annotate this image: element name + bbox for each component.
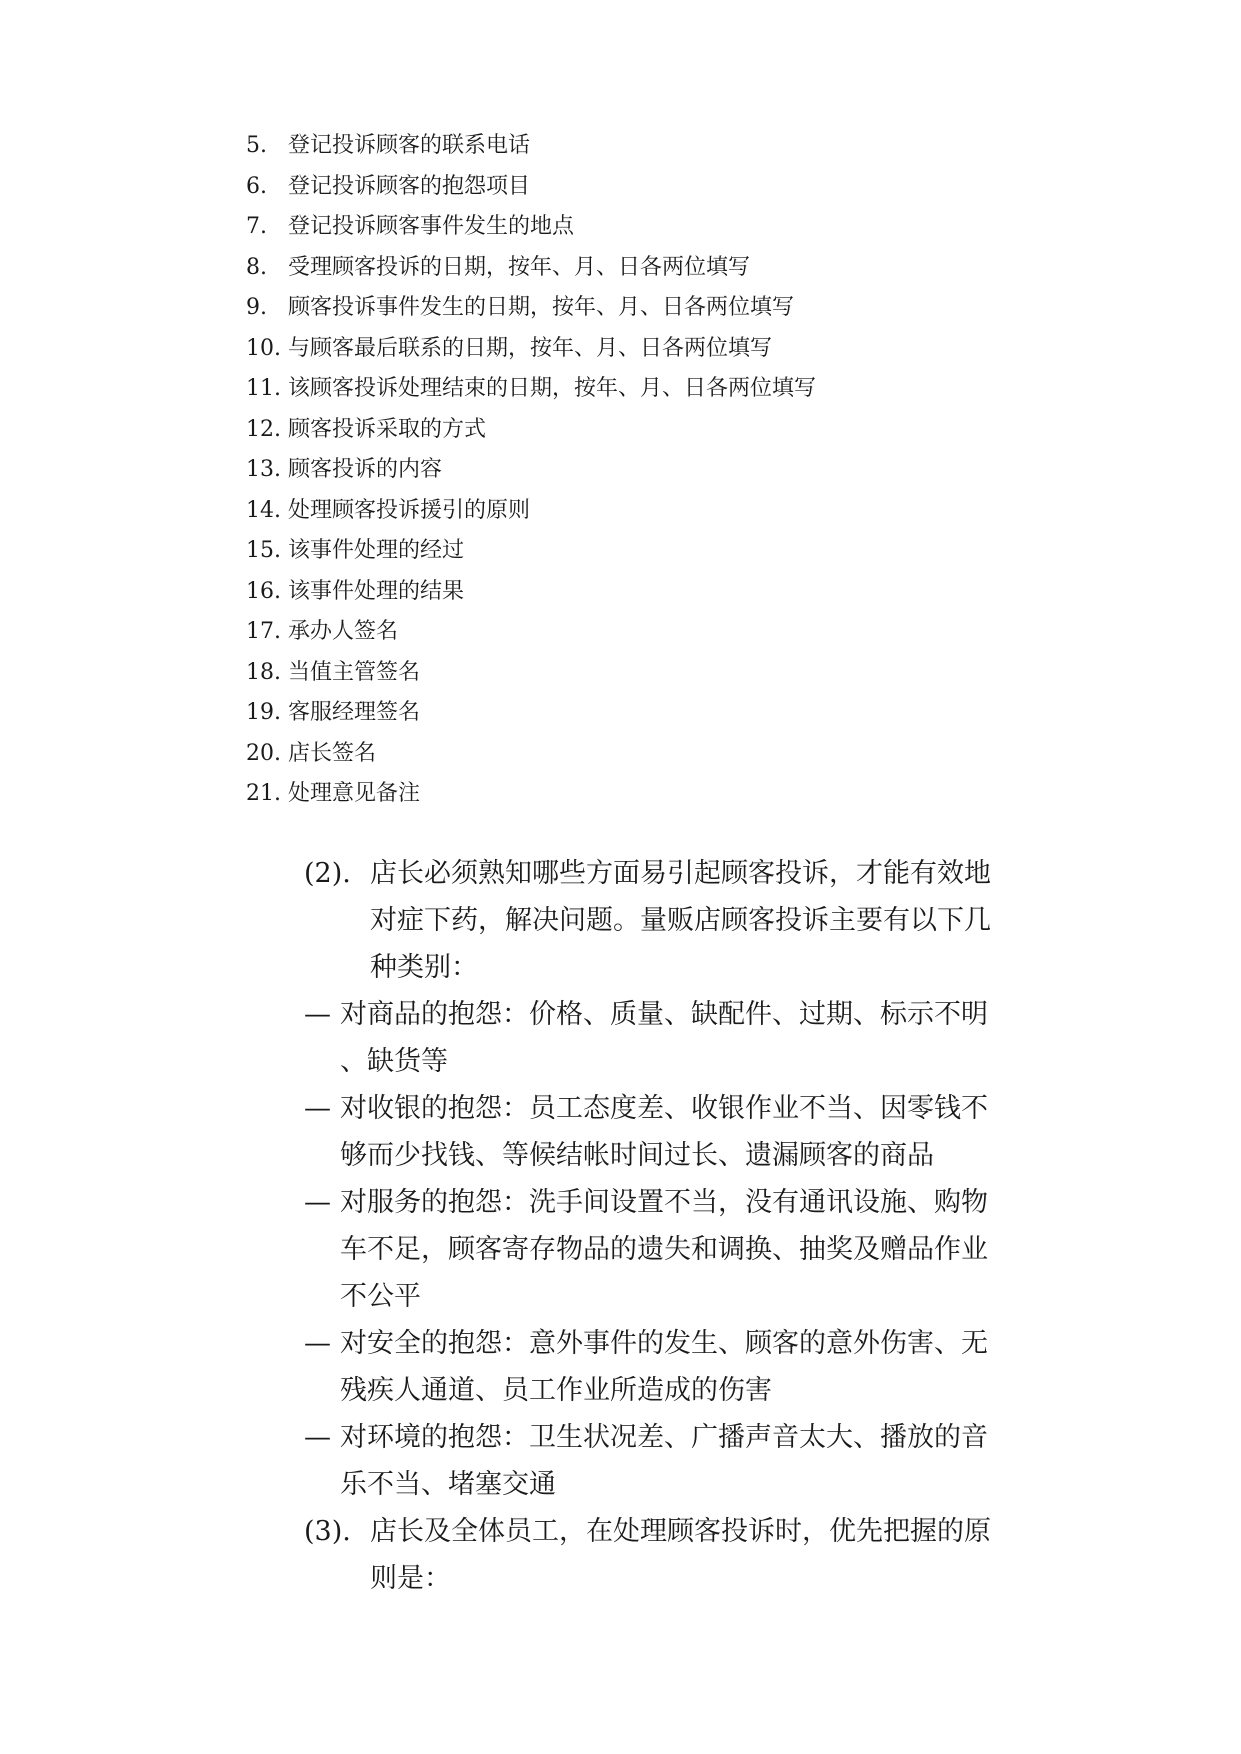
list-item-number: 8. (246, 254, 267, 280)
paragraph-line: 店长及全体员工，在处理顾客投诉时，优先把握的原 (370, 1516, 991, 1547)
complaint-category-text (340, 991, 1044, 1085)
list-item-number: 12. (246, 416, 281, 442)
complaint-category-text (340, 1085, 1044, 1179)
paragraph-line: 、缺货等 (340, 1046, 448, 1077)
list-item (246, 774, 420, 814)
list-item-text: 顾客投诉事件发生的日期，按年、月、日各两位填写 (288, 295, 795, 320)
list-item-number: 10. (246, 335, 281, 361)
dash-marker: — (304, 1093, 331, 1124)
list-item (246, 248, 750, 288)
complaint-category-text (340, 1414, 1044, 1508)
list-item (246, 167, 530, 207)
paragraph-line: 不公平 (340, 1281, 421, 1312)
list-item-text: 承办人签名 (288, 619, 399, 644)
list-item-number: 5. (246, 133, 267, 158)
list-item-number: 18. (246, 659, 281, 685)
section-2-marker: (2). (304, 858, 351, 889)
list-item-number: 21. (246, 781, 281, 806)
list-item (246, 207, 574, 247)
list-item (246, 450, 442, 490)
dash-marker: — (304, 1328, 331, 1359)
list-item-text: 该事件处理的结果 (288, 578, 465, 604)
list-item (246, 734, 376, 774)
list-item-text: 登记投诉顾客事件发生的地点 (288, 214, 575, 239)
list-item-number: 16. (246, 578, 281, 604)
paragraph-line: 够而少找钱、等候结帐时间过长、遗漏顾客的商品 (340, 1140, 934, 1171)
list-item (246, 531, 464, 571)
list-item-text: 受理顾客投诉的日期，按年、月、日各两位填写 (288, 254, 751, 280)
list-item (246, 288, 794, 328)
dash-marker: — (304, 999, 331, 1030)
list-item-number: 13. (246, 457, 281, 482)
list-item (246, 491, 530, 531)
list-item-text: 顾客投诉采取的方式 (288, 416, 487, 442)
list-item-text: 处理顾客投诉援引的原则 (288, 497, 531, 523)
section-3-body (370, 1508, 1044, 1602)
list-item-number: 11. (246, 376, 281, 401)
paragraph-line: 乐不当、堵塞交通 (340, 1469, 556, 1500)
list-item-number: 14. (246, 497, 281, 523)
list-item (246, 572, 464, 612)
list-item (246, 126, 530, 166)
paragraph-line: 对症下药，解决问题。量贩店顾客投诉主要有以下几 (370, 905, 991, 936)
paragraph-line: 车不足，顾客寄存物品的遗失和调换、抽奖及赠品作业 (340, 1234, 988, 1265)
list-item (246, 329, 772, 369)
list-item-text: 与顾客最后联系的日期，按年、月、日各两位填写 (288, 335, 773, 361)
paragraph-line: 对服务的抱怨：洗手间设置不当，没有通讯设施、购物 (340, 1187, 988, 1218)
list-item (246, 410, 486, 450)
list-item-text: 当值主管签名 (288, 659, 421, 685)
list-item-text: 店长签名 (288, 740, 377, 766)
list-item-text: 登记投诉顾客的抱怨项目 (288, 173, 531, 199)
list-item-number: 7. (246, 214, 267, 239)
list-item (246, 693, 420, 733)
paragraph-line: 对商品的抱怨：价格、质量、缺配件、过期、标示不明 (340, 999, 988, 1030)
paragraph-line: 对收银的抱怨：员工态度差、收银作业不当、因零钱不 (340, 1093, 988, 1124)
list-item-number: 19. (246, 700, 281, 725)
list-item-text: 该顾客投诉处理结束的日期，按年、月、日各两位填写 (288, 376, 817, 401)
list-item-text: 该事件处理的经过 (288, 538, 465, 563)
list-item (246, 612, 398, 652)
list-item-number: 9. (246, 295, 267, 320)
paragraph-line: 对环境的抱怨：卫生状况差、广播声音太大、播放的音 (340, 1422, 988, 1453)
list-item-text: 顾客投诉的内容 (288, 457, 443, 482)
section-3-marker: (3). (304, 1516, 351, 1547)
paragraph-line: 对安全的抱怨：意外事件的发生、顾客的意外伤害、无 (340, 1328, 988, 1359)
list-item-number: 15. (246, 538, 281, 563)
list-item-text: 客服经理签名 (288, 700, 421, 725)
paragraph-line: 则是： (370, 1563, 451, 1594)
dash-marker: — (304, 1422, 331, 1453)
complaint-category-text (340, 1179, 1044, 1320)
dash-marker: — (304, 1187, 331, 1218)
paragraph-line: 残疾人通道、员工作业所造成的伤害 (340, 1375, 772, 1406)
list-item-number: 17. (246, 619, 281, 644)
list-item-text: 处理意见备注 (288, 781, 421, 806)
list-item (246, 653, 420, 693)
complaint-category-text (340, 1320, 1044, 1414)
list-item-number: 20. (246, 740, 281, 766)
list-item-number: 6. (246, 173, 267, 199)
section-2-body (370, 850, 1044, 991)
list-item (246, 369, 816, 409)
paragraph-line: 店长必须熟知哪些方面易引起顾客投诉，才能有效地 (370, 858, 991, 889)
paragraph-line: 种类别： (370, 952, 478, 983)
list-item-text: 登记投诉顾客的联系电话 (288, 133, 531, 158)
